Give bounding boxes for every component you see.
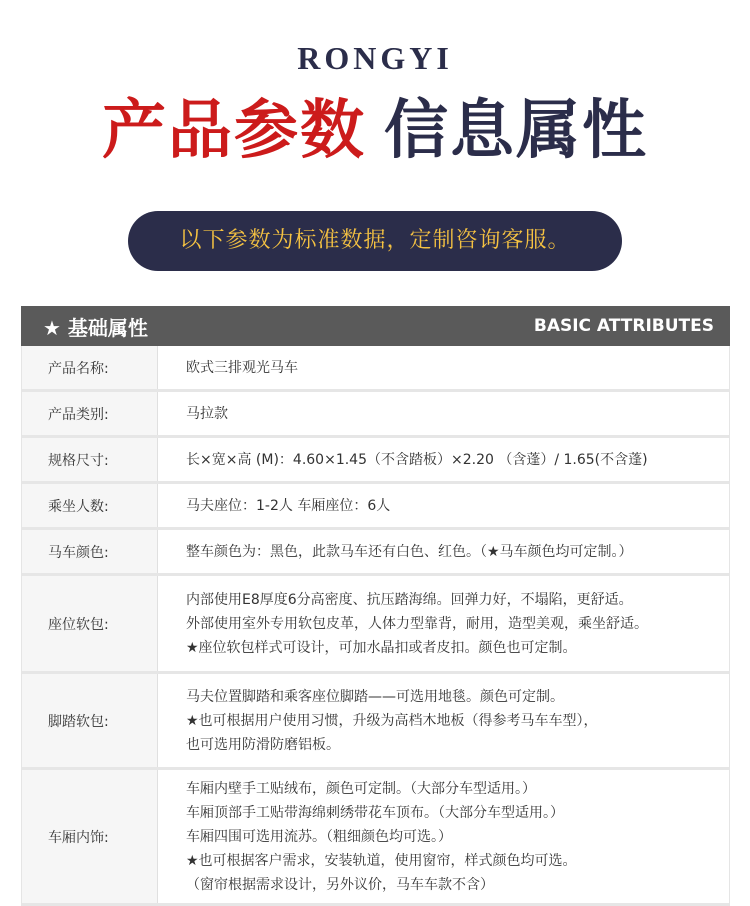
row-value: [158, 674, 729, 767]
row-value-line: ★也可根据客户需求，安装轨道，使用窗帘，样式颜色均可选。: [186, 852, 577, 869]
table-row: [22, 530, 729, 576]
row-value: [158, 530, 729, 573]
row-value-line: 车厢四围可选用流苏。（粗细颜色均可选。）: [186, 828, 452, 845]
table-row: [22, 770, 729, 906]
row-value-line: ★也可根据用户使用习惯，升级为高档木地板（得参考马车车型），: [186, 712, 598, 729]
notice-banner: 以下参数为标准数据，定制咨询客服。: [128, 211, 622, 271]
row-label: 脚踏软包:: [22, 674, 158, 767]
table-row: [22, 484, 729, 530]
table-row: [22, 346, 729, 392]
table-row: [22, 392, 729, 438]
row-label: 座位软包:: [22, 576, 158, 671]
row-label: 乘坐人数:: [22, 484, 158, 527]
row-value-line: 整车颜色为：黑色，此款马车还有白色、红色。（★马车颜色均可定制。）: [186, 543, 633, 560]
row-value: [158, 484, 729, 527]
row-value: [158, 438, 729, 481]
page-title: [0, 91, 750, 171]
table-rows: [21, 346, 730, 906]
row-value-line: ★座位软包样式可设计，可加水晶扣或者皮扣。颜色也可定制。: [186, 639, 577, 656]
row-value-line: 欧式三排观光马车: [186, 359, 298, 376]
row-value-line: 马拉款: [186, 405, 228, 422]
table-row: [22, 438, 729, 484]
table-row: [22, 674, 729, 770]
attributes-table: [21, 306, 730, 906]
row-value-line: 马夫座位：1-2人 车厢座位：6人: [186, 497, 391, 514]
row-label: 产品名称:: [22, 346, 158, 389]
row-value-line: 车厢内壁手工贴绒布，颜色可定制。（大部分车型适用。）: [186, 780, 536, 797]
brand-logo: RONGYI: [297, 40, 453, 76]
row-value-line: 车厢顶部手工贴带海绵刺绣带花车顶布。（大部分车型适用。）: [186, 804, 564, 821]
row-value-line: 马夫位置脚踏和乘客座位脚踏——可选用地毯。颜色可定制。: [186, 688, 564, 705]
row-value-line: （窗帘根据需求设计，另外议价，马车车款不含）: [186, 876, 494, 893]
row-value-line: 内部使用E8厚度6分高密度、抗压踏海绵。回弹力好，不塌陷，更舒适。: [186, 591, 633, 608]
row-value: [158, 770, 729, 903]
row-value-line: 长×宽×高 (M)：4.60×1.45（不含踏板）×2.20 （含蓬）/ 1.65(不含蓬): [186, 451, 648, 468]
table-header-subtitle: BASIC ATTRIBUTES: [533, 316, 714, 336]
row-label: 产品类别:: [22, 392, 158, 435]
row-label: 车厢内饰:: [22, 770, 158, 903]
table-header: [21, 306, 730, 346]
row-label: 马车颜色:: [22, 530, 158, 573]
row-value-line: 也可选用防滑防磨铝板。: [186, 736, 340, 753]
page-title-red: 产品参数: [102, 94, 366, 168]
row-value: [158, 392, 729, 435]
page-title-navy: 信息属性: [384, 94, 648, 168]
row-label: 规格尺寸:: [22, 438, 158, 481]
table-header-title: ★ 基础属性: [43, 315, 148, 340]
table-row: [22, 576, 729, 674]
row-value: [158, 346, 729, 389]
row-value-line: 外部使用室外专用软包皮革，人体力型靠背，耐用，造型美观，乘坐舒适。: [186, 615, 648, 632]
row-value: [158, 576, 729, 671]
